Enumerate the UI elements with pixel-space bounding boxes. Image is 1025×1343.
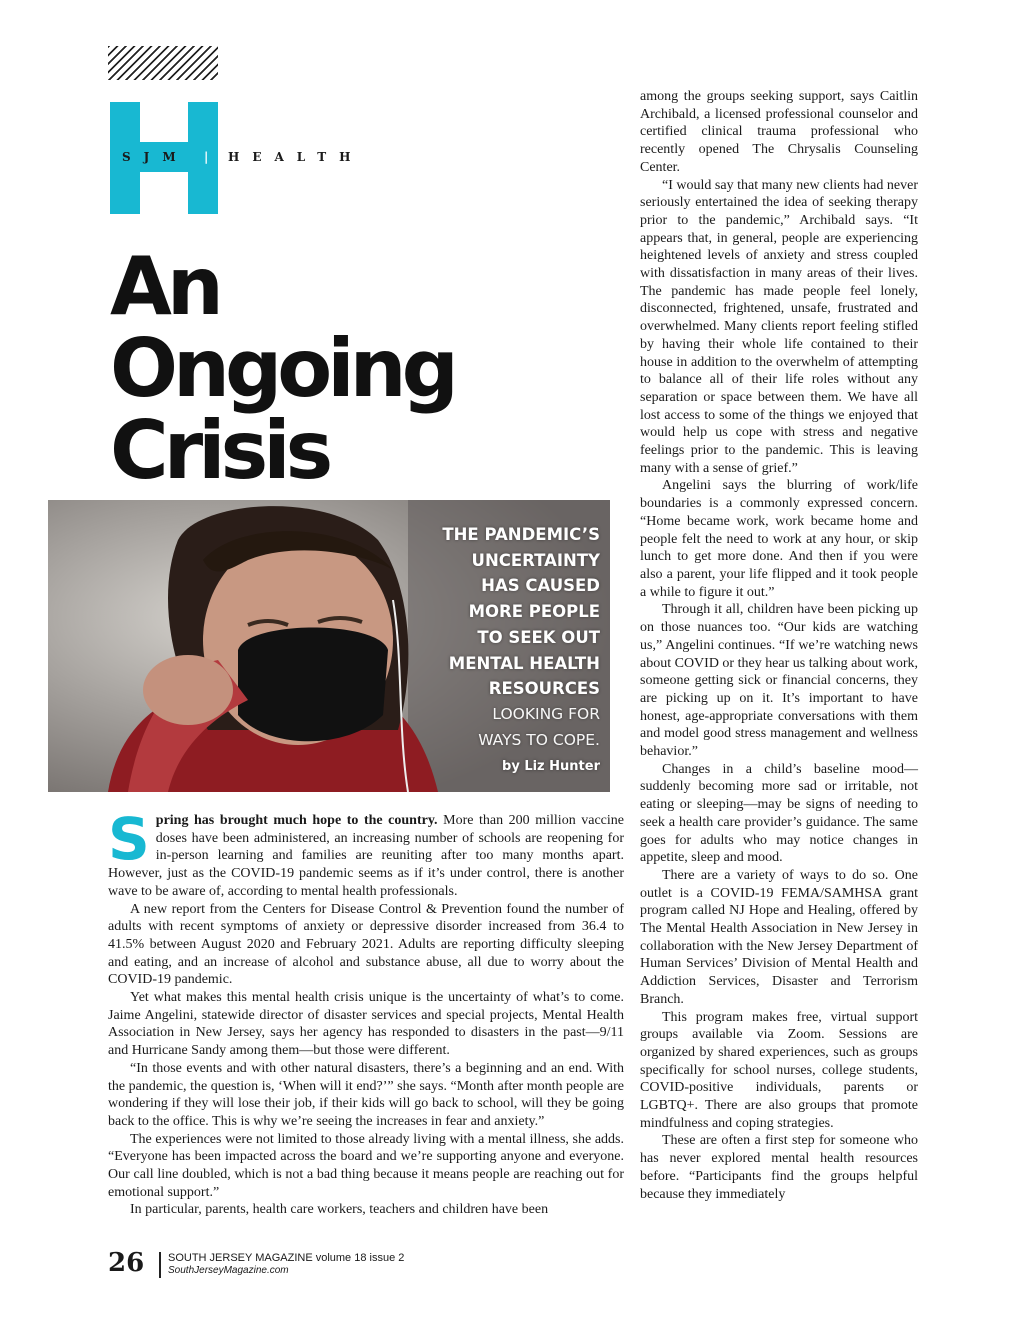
- callout-line-6: MENTAL HEALTH: [448, 653, 600, 673]
- lead-bold-text: pring has brought much hope to the country.: [155, 813, 438, 828]
- callout-line-2: UNCERTAINTY: [471, 550, 600, 570]
- brand-label: SJM: [122, 150, 189, 164]
- lead-text: More than 200 million vaccine doses have been administered, an increasing number of schools are reopening for in-person learning and families are reuniting after too many months apart. However, just as the COVID-19 pandemic seems as if it’s under control, there is another wave to be aware of, according to mental health professionals.: [108, 813, 624, 899]
- callout-line-4: MORE PEOPLE: [468, 602, 600, 622]
- callout-line-8: LOOKING FOR: [492, 704, 600, 723]
- headline-line-1: An: [110, 240, 219, 333]
- headline-line-2: Ongoing: [110, 322, 454, 415]
- callout-line-7: RESOURCES: [488, 679, 600, 699]
- callout-line-5: TO SEEK OUT: [477, 627, 600, 647]
- body-paragraph: These are often a first step for someone who has never explored mental health resources before. “Participants find the groups helpful because they immediately: [640, 1133, 918, 1202]
- hatch-decoration: [108, 46, 218, 80]
- body-paragraph: This program makes free, virtual support groups available via Zoom. Sessions are organized by shared experiences, such as groups specifically for school nurses, college students, COVID-positive individuals, parents or LGBTQ+. There are also groups that promote mindfulness and coping strategies.: [640, 1009, 918, 1131]
- page-number: 26: [108, 1248, 145, 1278]
- body-paragraph: Changes in a child’s baseline mood—suddenly becoming more sad or irritable, not eating or sleeping—may be signs of needing to seek a health care provider’s guidance. The same goes for adults who may notice changes in appetite, sleep and mood.: [640, 761, 918, 866]
- body-paragraph-continued: among the groups seeking support, says Caitlin Archibald, a licensed professional counselor and certified clinical trauma professional who recently opened The Chrysalis Counseling Center.: [640, 89, 918, 175]
- section-divider: |: [204, 150, 222, 164]
- section-name: HEALTH: [228, 150, 364, 164]
- pull-quote: [370, 522, 600, 774]
- body-paragraph: In particular, parents, health care workers, teachers and children have been: [130, 1202, 549, 1218]
- headline: [110, 240, 570, 497]
- website-link[interactable]: SouthJerseyMagazine.com: [168, 1265, 289, 1276]
- body-paragraph: Angelini says the blurring of work/life boundaries is a commonly expressed concern. “Home became work, work became home and people felt the need to work at any hour, or skip lunch to get more done. And then if you were also a parent, your life flipped and it took people a while to figure it out.”: [640, 478, 918, 600]
- byline: by Liz Hunter: [502, 759, 600, 775]
- footer-divider: [159, 1252, 161, 1278]
- body-paragraph: Through it all, children have been picking up on those nuances too. “Our kids are watching us,” Angelini continues. “If we’re watching news about COVID or they hear us talking about work, someone getting sick or financial concerns, they are picking up on it. It’s important to have honest, age-appropriate conversations with them and model good stress management and wellness behavior.”: [640, 602, 918, 760]
- section-label: [122, 150, 382, 166]
- callout-line-3: HAS CAUSED: [481, 576, 600, 596]
- callout-line-1: THE PANDEMIC’S: [442, 525, 600, 544]
- article-column-left: [108, 805, 624, 1219]
- drop-cap: S: [108, 805, 150, 873]
- headline-line-3: Crisis: [110, 404, 329, 497]
- body-paragraph: “I would say that many new clients had never seriously entertained the idea of seeking therapy prior to the pandemic,” Archibald says. “It appears that, in general, people are experiencing heightened levels of anxiety and stress coupled with dissatisfaction in many areas of their lives. The pandemic has made people feel lonely, disconnected, frightened, unsafe, frustrated and overwhelmed. Many clients report feeling stifled by having their whole life contained to their house in addition to the overwhelm of attempting to balance all of their life roles without any separation or space between them. We have all lost access to some of the things we enjoyed that would help us cope with stress and negative feelings prior to the pandemic. This is leaving many with a sense of grief.”: [640, 177, 918, 476]
- article-column-right: [640, 88, 918, 1203]
- body-paragraph: A new report from the Centers for Disease Control & Prevention found the number of adults with recent symptoms of anxiety or depressive disorder increased from 36.4 to 41.5% between August 2020 and February 2021. Adults are reporting difficulty sleeping and eating, and an increase of alcohol and substance abuse, all due to worry about the COVID-19 pandemic.: [108, 901, 624, 988]
- woman-in-mask-photo: [48, 500, 610, 792]
- body-paragraph: There are a variety of ways to do so. One outlet is a COVID-19 FEMA/SAMHSA grant program called NJ Hope and Healing, offered by The Mental Health Association in New Jersey in collaboration with the New Jersey Department of Human Services’ Division of Mental Health and Addiction Services, Disaster and Terrorism Branch.: [640, 867, 918, 1007]
- callout-line-9: WAYS TO COPE.: [478, 730, 600, 749]
- publication-info: SOUTH JERSEY MAGAZINE volume 18 issue 2: [168, 1252, 405, 1264]
- body-paragraph: “In those events and with other natural disasters, there’s a beginning and an end. With the pandemic, the question is, ‘When will it end?’” she says. “Month after month people are wondering if they will lose their job, if their kids will go back to school, will they be going back to the office. This is why we’re seeing the increases in fear and anxiety.”: [108, 1060, 624, 1129]
- body-paragraph: Yet what makes this mental health crisis unique is the uncertainty of what’s to come. Jaime Angelini, statewide director of disaster services and special projects, Mental Health Association in New Jersey, says her agency has responded to disasters in the past—9/11 and Hurricane Sandy among them—but those were different.: [108, 990, 624, 1059]
- lead-paragraph: [108, 805, 624, 901]
- body-paragraph: The experiences were not limited to those already living with a mental illness, she adds. “Everyone has been impacted across the board and we’re supporting anyone and everyone. Our call line doubled, which is not a bad thing because it means people are reaching out for emotional support.”: [108, 1131, 624, 1200]
